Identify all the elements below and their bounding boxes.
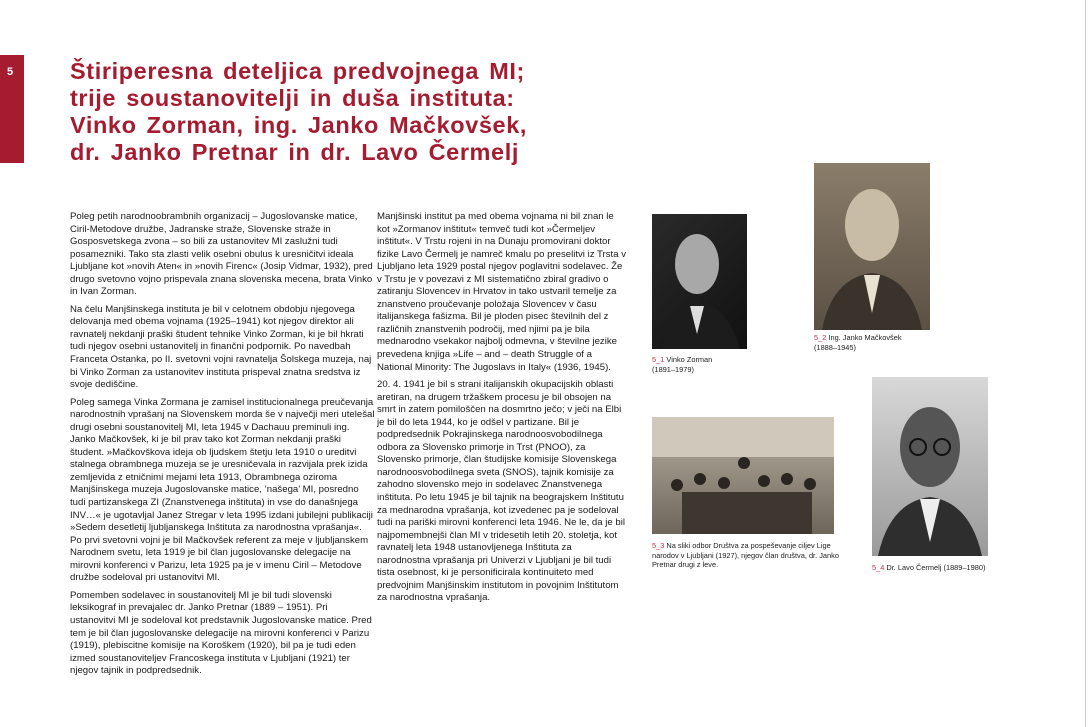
caption-5-3: 5_3 Na sliki odbor Društva za pospeševanje ciljev Lige narodov v Ljubljani (1927), njegov član društva, dr. Janko Pretnar drugi z leve. [652, 541, 839, 569]
portrait-icon [872, 377, 988, 556]
photo-lavo-cermelj [872, 377, 988, 556]
page-edge [1085, 0, 1086, 727]
paragraph: Poleg samega Vinka Zormana je zamisel institucionalnega preučevanja narodnostnih vprašanj na Slovenskem morda še v največji meri utelešal drugi osebni soustanovitelj MI, leta 1945 v Dachauu preminuli ing. Janko Mačkovšek, ki je bil prav tako kot Zorman nekdanji praški študent. »Mačkovškova ideja ob ljudskem štetju leta 1910 o ureditvi stalnega obrambnega muzeja se je uresničevala in razvijala prek izida zemljevida z etničnimi mejami leta 1913, Obrambnega oziroma Manjšinskega muzeja Jugoslovanske matice, ‘našega’ MI, posredno tudi partizanskega ZI (Znanstvenega inštituta) in vse do današnjega INV…« je ugotavljal Janez Stregar v leta 1995 izdani jubilejni publikaciji »Sedem desetletij ljubljanskega Inštituta za narodnostna vprašanja«. Po prvi svetovni vojni je bil Mačkovšek referent za meje v ljubljanskem Narodnem svetu, leta 1919 je bil član jugoslovanske delegacije na mirovni konferenci v Parizu, leta 1925 pa je v imenu Ciril – Metodove družbe sodeloval pri ustanovitvi MI. [70, 396, 375, 584]
title-line: Štiriperesna deteljica predvojnega MI; [70, 58, 525, 84]
title-line: dr. Janko Pretnar in dr. Lavo Čermelj [70, 139, 519, 165]
caption-5-4: 5_4 Dr. Lavo Čermelj (1889–1980) [872, 563, 986, 572]
paragraph: 20. 4. 1941 je bil s strani italijanskih okupacijskih oblasti aretiran, na drugem tržaškem procesu je bil obsojen na smrt in zatem pomiloščen na dosmrtno ječo; v ječi na Elbi je bil do leta 1944, ko je odšel v partizane. Bil je podpredsednik Pokrajinskega narodnoosvobodilnega odbora za Slovensko primorje in Trst (PNOO), za Slovensko primorje, član študijske komisije Slovenskega narodnoosvobodilnega sveta (SNOS), tajnik komisije za zahodno slovensko mejo in sodelavec Znanstvenega inštituta. Po letu 1945 je bil tajnik na beograjskem Inštitutu za mednarodna vprašanja, kot izvedenec pa je sodeloval tudi na pariški mirovni konferenci leta 1946. Ne le, da je bil najpomembnejši član MI v tridesetih letih 20. stoletja, kot ravnatelj leta 1948 ustanovljenega Inštituta za narodnostna vprašanja pri Univerzi v Ljubljani je bil tudi tista osebnost, ki je personificirala kontinuiteto med predvojnim Manjšinskim institutom in povojnim Inštitutom za narodnostna vprašanja. [377, 379, 625, 604]
page-title [70, 58, 527, 166]
photo-janko-mackovsek [814, 163, 930, 330]
photo-vinko-zorman [652, 214, 747, 349]
text-column-2 [377, 211, 627, 610]
caption-5-2: 5_2 Ing. Janko Mačkovšek (1888–1945) [814, 333, 902, 352]
title-line: Vinko Zorman, ing. Janko Mačkovšek, [70, 112, 528, 138]
caption-5-1: 5_1 Vinko Zorman (1891–1979) [652, 355, 713, 374]
portrait-icon [652, 214, 747, 349]
paragraph: Na čelu Manjšinskega instituta je bil v celotnem obdobju njegovega delovanja med obema vojnama (1925–1941) kot njegov direktor ali ravnatelj nekdanji praški študent tehnike Vinko Zorman, ki je bil hkrati tudi njegov osebni ustanovitelj in finančni podpornik. Po navedbah Franceta Ostanka, po II. svetovni vojni ravnatelja Šolskega muzeja, naj bi Vinko Zorman za ustanovitev instituta prispeval znatna sredstva iz svoje dediščine. [70, 303, 372, 391]
title-line: trije soustanovitelji in duša instituta: [70, 85, 515, 111]
portrait-icon [814, 163, 930, 330]
page-number-tab [0, 55, 24, 163]
photo-league-committee [652, 417, 834, 534]
paragraph: Manjšinski institut pa med obema vojnama ni bil znan le kot »Zormanov inštitut« temveč tudi kot »Čermeljev inštitut«. V Trstu rojeni in na Dunaju promovirani doktor fizike Lavo Čermelj je namreč kmalu po preselitvi iz Trsta v Ljubljano leta 1929 postal njegov poglavitni sodelavec. Že v Trstu je v povezavi z MI sistematično zbiral gradivo o zatiranju Slovencev in Hrvatov in tako ustvaril temelje za znanstveno proučevanje položaja Slovencev v času italijanskega fašizma. Bil je ploden pisec številnih del z različnih znanstvenih področij, med njimi pa je bila mednarodno vsekakor najbolj odmevna, v številne jezike prevedena knjiga »Life – and – death Struggle of a National Minority: The Jugoslavs in Italy« (1936, 1945). [377, 211, 626, 373]
paragraph: Pomemben sodelavec in soustanovitelj MI je bil tudi slovenski leksikograf in prevajalec dr. Janko Pretnar (1889 – 1951). Pri ustanovitvi MI je sodeloval kot predstavnik Jugoslovanske matice. Pred tem je bil član jugoslovanske delegacije na mirovni konferenci v Parizu (1919), plebiscitne komisije na Koroškem (1920), bil pa je tudi eden izmed soustanoviteljev Francoskega instituta v Ljubljani (1921) ter njegov tajnik in podpredsednik. [70, 589, 372, 677]
page-number: 5 [7, 66, 14, 78]
paragraph: Poleg petih narodnoobrambnih organizacij – Jugoslovanske matice, Ciril-Metodove družbe, Jadranske straže, Slovenske straže in Gosposvetskega zvona – so bili za ustanovitev MI zaslužni tudi posamezniki. Tako sta zlasti velik osebni obulus k uresničitvi ideala Ljubljane kot »novih Aten« in »novih Firenc« (Josip Vidmar, 1932), pred drugo svetovno vojno prispevala znana slovenska mecena, brata Vinko in Ivan Zorman. [70, 211, 373, 298]
group-photo-icon [652, 417, 834, 534]
text-column-1 [70, 211, 375, 683]
